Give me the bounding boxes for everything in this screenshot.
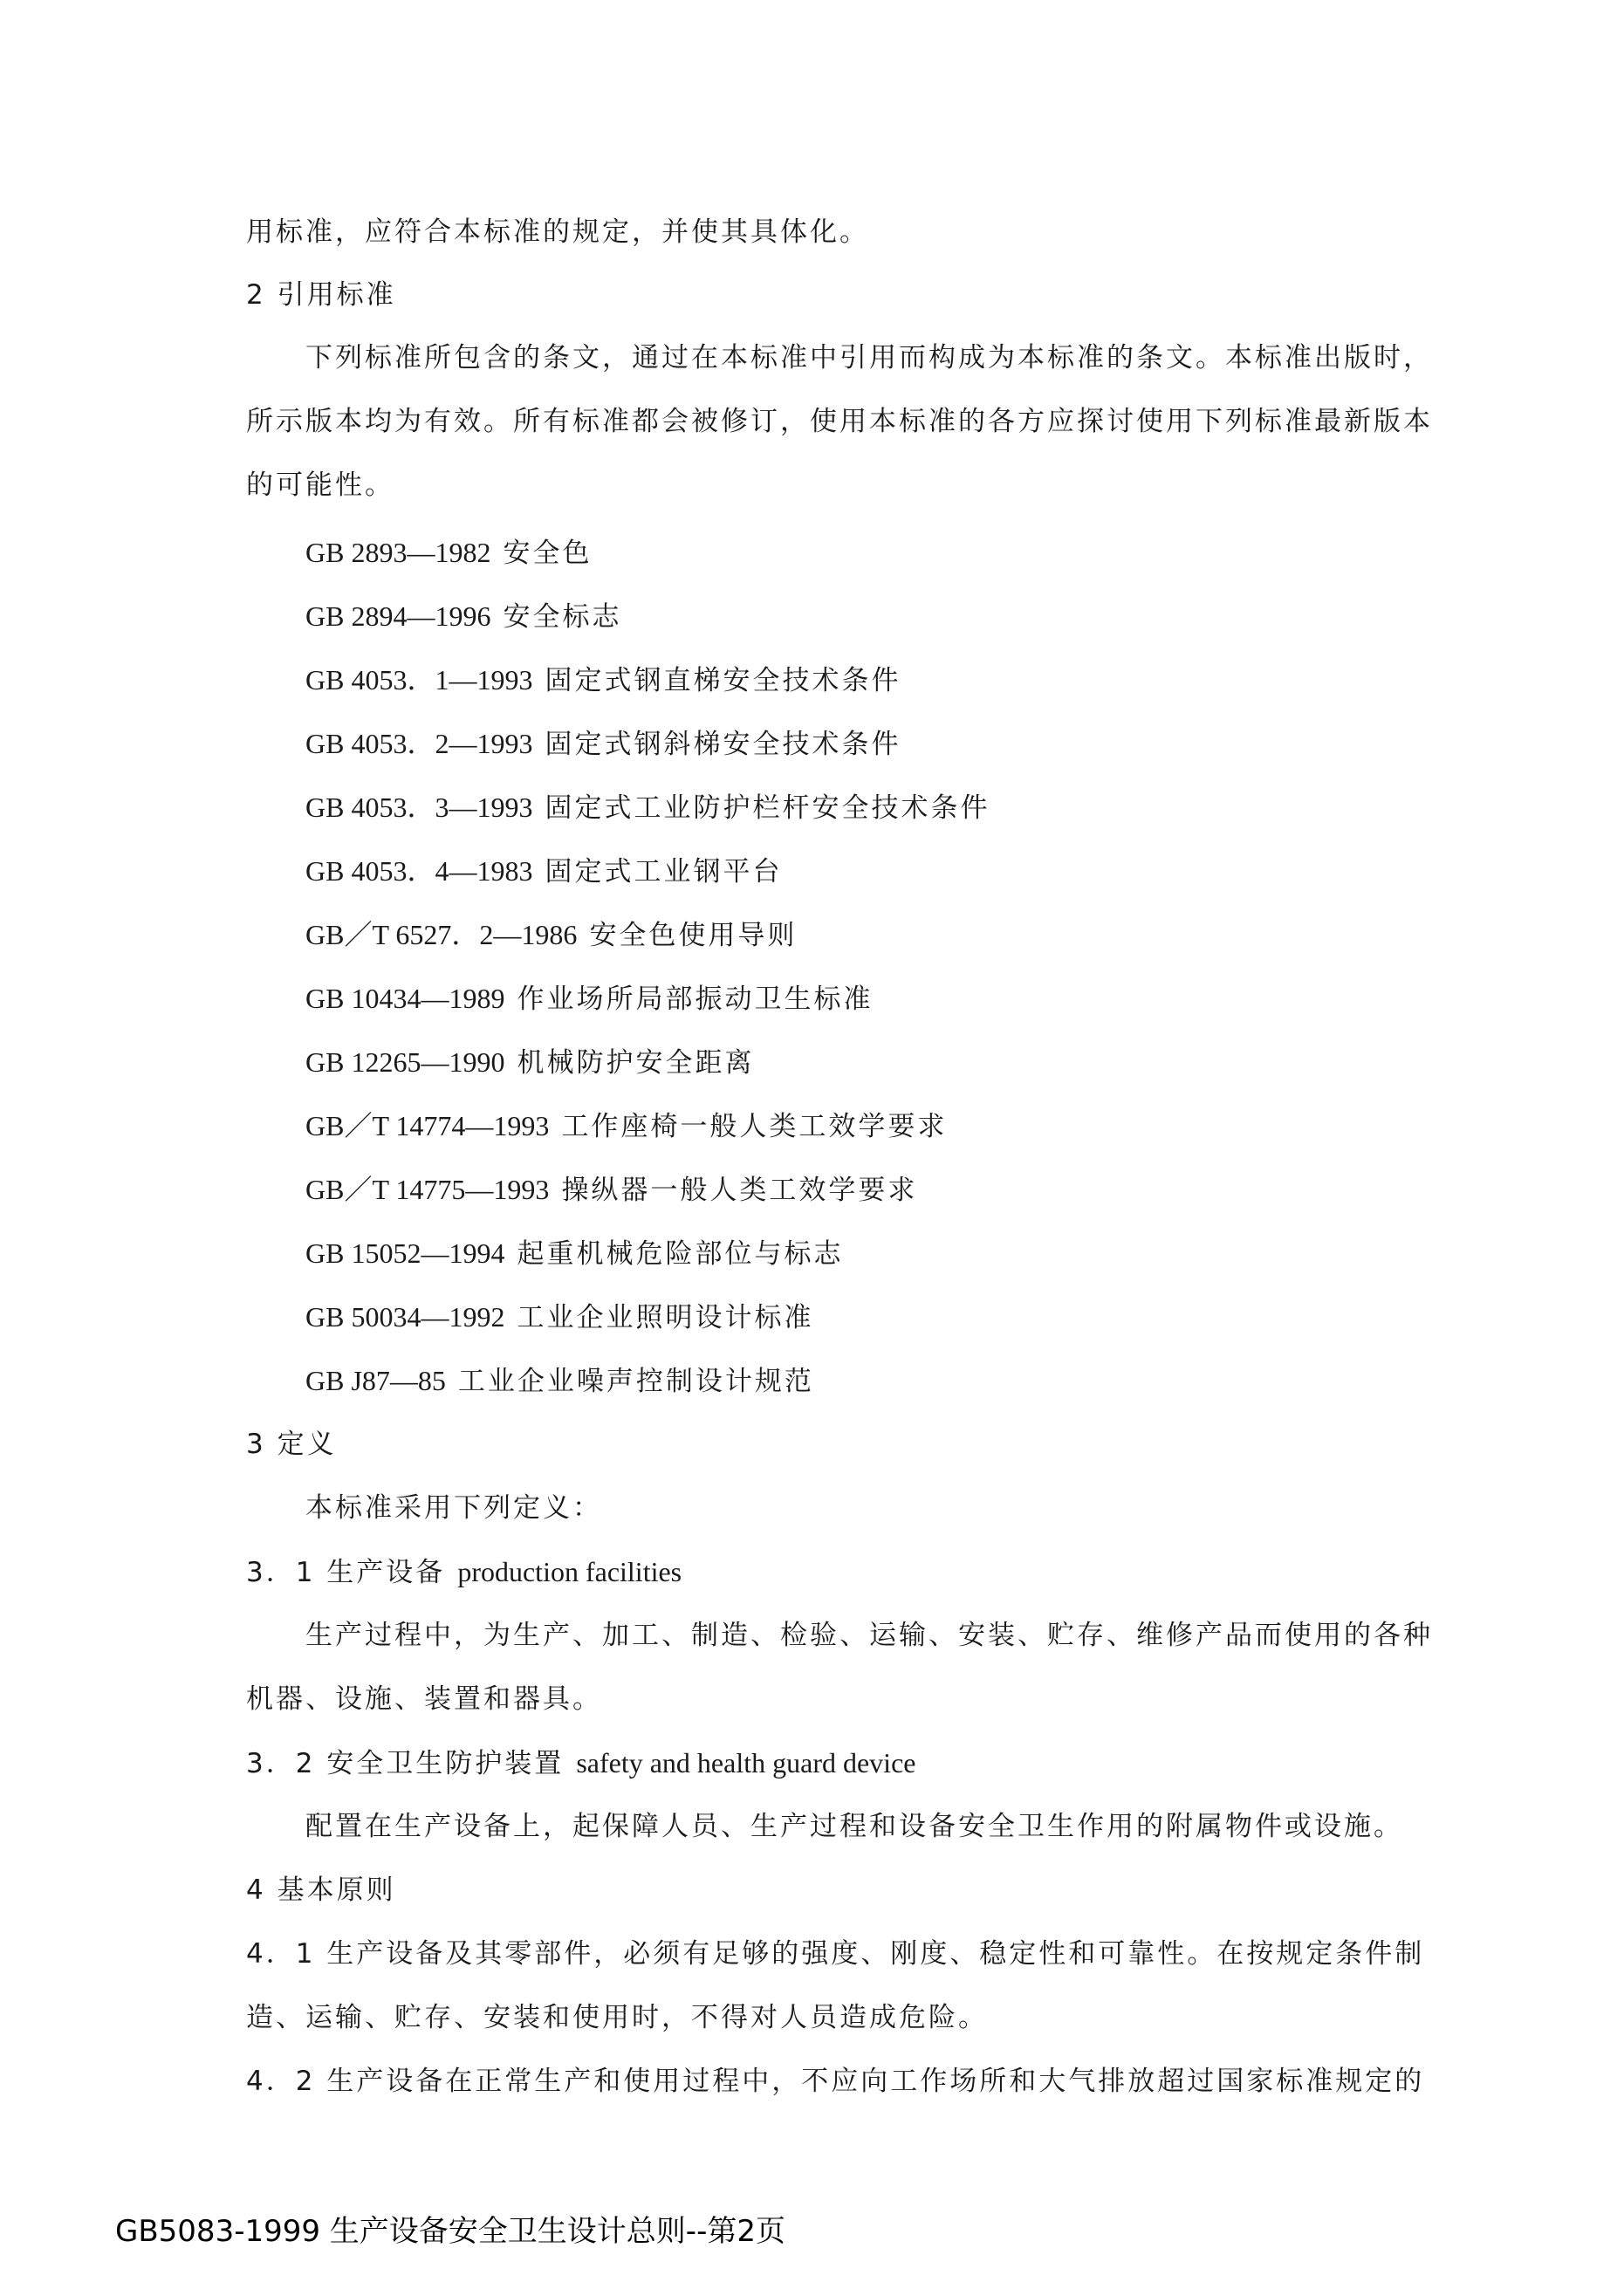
- reference-item: [305, 979, 873, 1018]
- reference-code: GB 15052—1994: [305, 1237, 505, 1269]
- paragraph-line: 4．2 生产设备在正常生产和使用过程中，不应向工作场所和大气排放超过国家标准规定的: [246, 2066, 1425, 2097]
- paragraph-line: 造、运输、贮存、安装和使用时，不得对人员造成危险。: [246, 2002, 988, 2033]
- english-term: production facilities: [457, 1556, 682, 1587]
- paragraph-line: 4．1 生产设备及其零部件，必须有足够的强度、刚度、稳定性和可靠性。在按规定条件制: [246, 1938, 1425, 1970]
- reference-code: GB 2893—1982: [305, 537, 491, 568]
- reference-title: 安全色: [503, 538, 593, 569]
- reference-title: 固定式工业防护栏杆安全技术条件: [545, 792, 990, 824]
- continued-paragraph-line: 用标准，应符合本标准的规定，并使其具体化。: [246, 216, 869, 248]
- reference-item: [305, 788, 990, 827]
- reference-title: 工业企业噪声控制设计规范: [457, 1366, 814, 1397]
- paragraph-line: 生产过程中，为生产、加工、制造、检验、运输、安装、贮存、维修产品而使用的各种: [305, 1620, 1433, 1651]
- reference-item: [305, 1107, 947, 1146]
- definition-3-2-term: [246, 1744, 915, 1783]
- reference-item: [305, 724, 901, 764]
- reference-title: 工业企业照明设计标准: [517, 1302, 814, 1333]
- reference-code: GB／T 14774—1993: [305, 1110, 550, 1141]
- reference-item: [305, 661, 901, 700]
- page-footer: GB5083-1999 生产设备安全卫生设计总则--第2页: [115, 2214, 785, 2249]
- reference-title: 固定式钢直梯安全技术条件: [545, 665, 901, 696]
- reference-code: GB 4053．3—1993: [305, 792, 533, 823]
- reference-item: [305, 533, 592, 572]
- reference-item: [305, 1234, 843, 1273]
- clause-number: 3．1 生产设备: [246, 1557, 446, 1588]
- section-3-heading: 3 定义: [246, 1429, 337, 1460]
- clause-number: 3．2 安全卫生防护装置: [246, 1748, 565, 1779]
- paragraph-line: 所示版本均为有效。所有标准都会被修订，使用本标准的各方应探讨使用下列标准最新版本: [246, 406, 1433, 437]
- reference-code: GB 12265—1990: [305, 1046, 505, 1078]
- reference-code: GB 50034—1992: [305, 1301, 505, 1333]
- section-2-heading: 2 引用标准: [246, 279, 396, 311]
- section-4-heading: 4 基本原则: [246, 1874, 396, 1906]
- reference-item: [305, 1043, 754, 1082]
- reference-code: GB／T 6527．2—1986: [305, 919, 578, 950]
- reference-code: GB 10434—1989: [305, 983, 505, 1014]
- paragraph-line: 机器、设施、装置和器具。: [246, 1683, 602, 1715]
- reference-title: 安全色使用导则: [589, 920, 798, 951]
- reference-title: 机械防护安全距离: [517, 1047, 755, 1079]
- english-term: safety and health guard device: [576, 1747, 916, 1779]
- reference-code: GB 4053．1—1993: [305, 664, 533, 696]
- reference-item: [305, 1298, 813, 1337]
- paragraph-line: 下列标准所包含的条文，通过在本标准中引用而构成为本标准的条文。本标准出版时，: [305, 342, 1433, 374]
- reference-title: 操纵器一般人类工效学要求: [561, 1175, 918, 1206]
- reference-code: GB 4053．2—1993: [305, 728, 533, 759]
- reference-code: GB J87—85: [305, 1365, 446, 1396]
- reference-title: 起重机械危险部位与标志: [517, 1238, 844, 1270]
- reference-title: 作业场所局部振动卫生标准: [517, 984, 874, 1015]
- reference-item: [305, 915, 797, 955]
- reference-item: [305, 852, 782, 891]
- reference-title: 固定式工业钢平台: [545, 856, 783, 888]
- reference-item: [305, 1361, 814, 1401]
- paragraph-line: 本标准采用下列定义：: [305, 1492, 602, 1524]
- reference-code: GB 2894—1996: [305, 600, 491, 632]
- reference-item: [305, 1170, 917, 1210]
- paragraph-line: 的可能性。: [246, 469, 394, 501]
- reference-title: 工作座椅一般人类工效学要求: [561, 1111, 948, 1142]
- reference-code: GB／T 14775—1993: [305, 1174, 550, 1205]
- reference-title: 安全标志: [503, 601, 622, 633]
- reference-code: GB 4053．4—1983: [305, 855, 533, 887]
- reference-item: [305, 597, 621, 636]
- definition-3-1-term: [246, 1552, 682, 1592]
- paragraph-line: 配置在生产设备上，起保障人员、生产过程和设备安全卫生作用的附属物件或设施。: [305, 1811, 1403, 1842]
- reference-title: 固定式钢斜梯安全技术条件: [545, 729, 901, 760]
